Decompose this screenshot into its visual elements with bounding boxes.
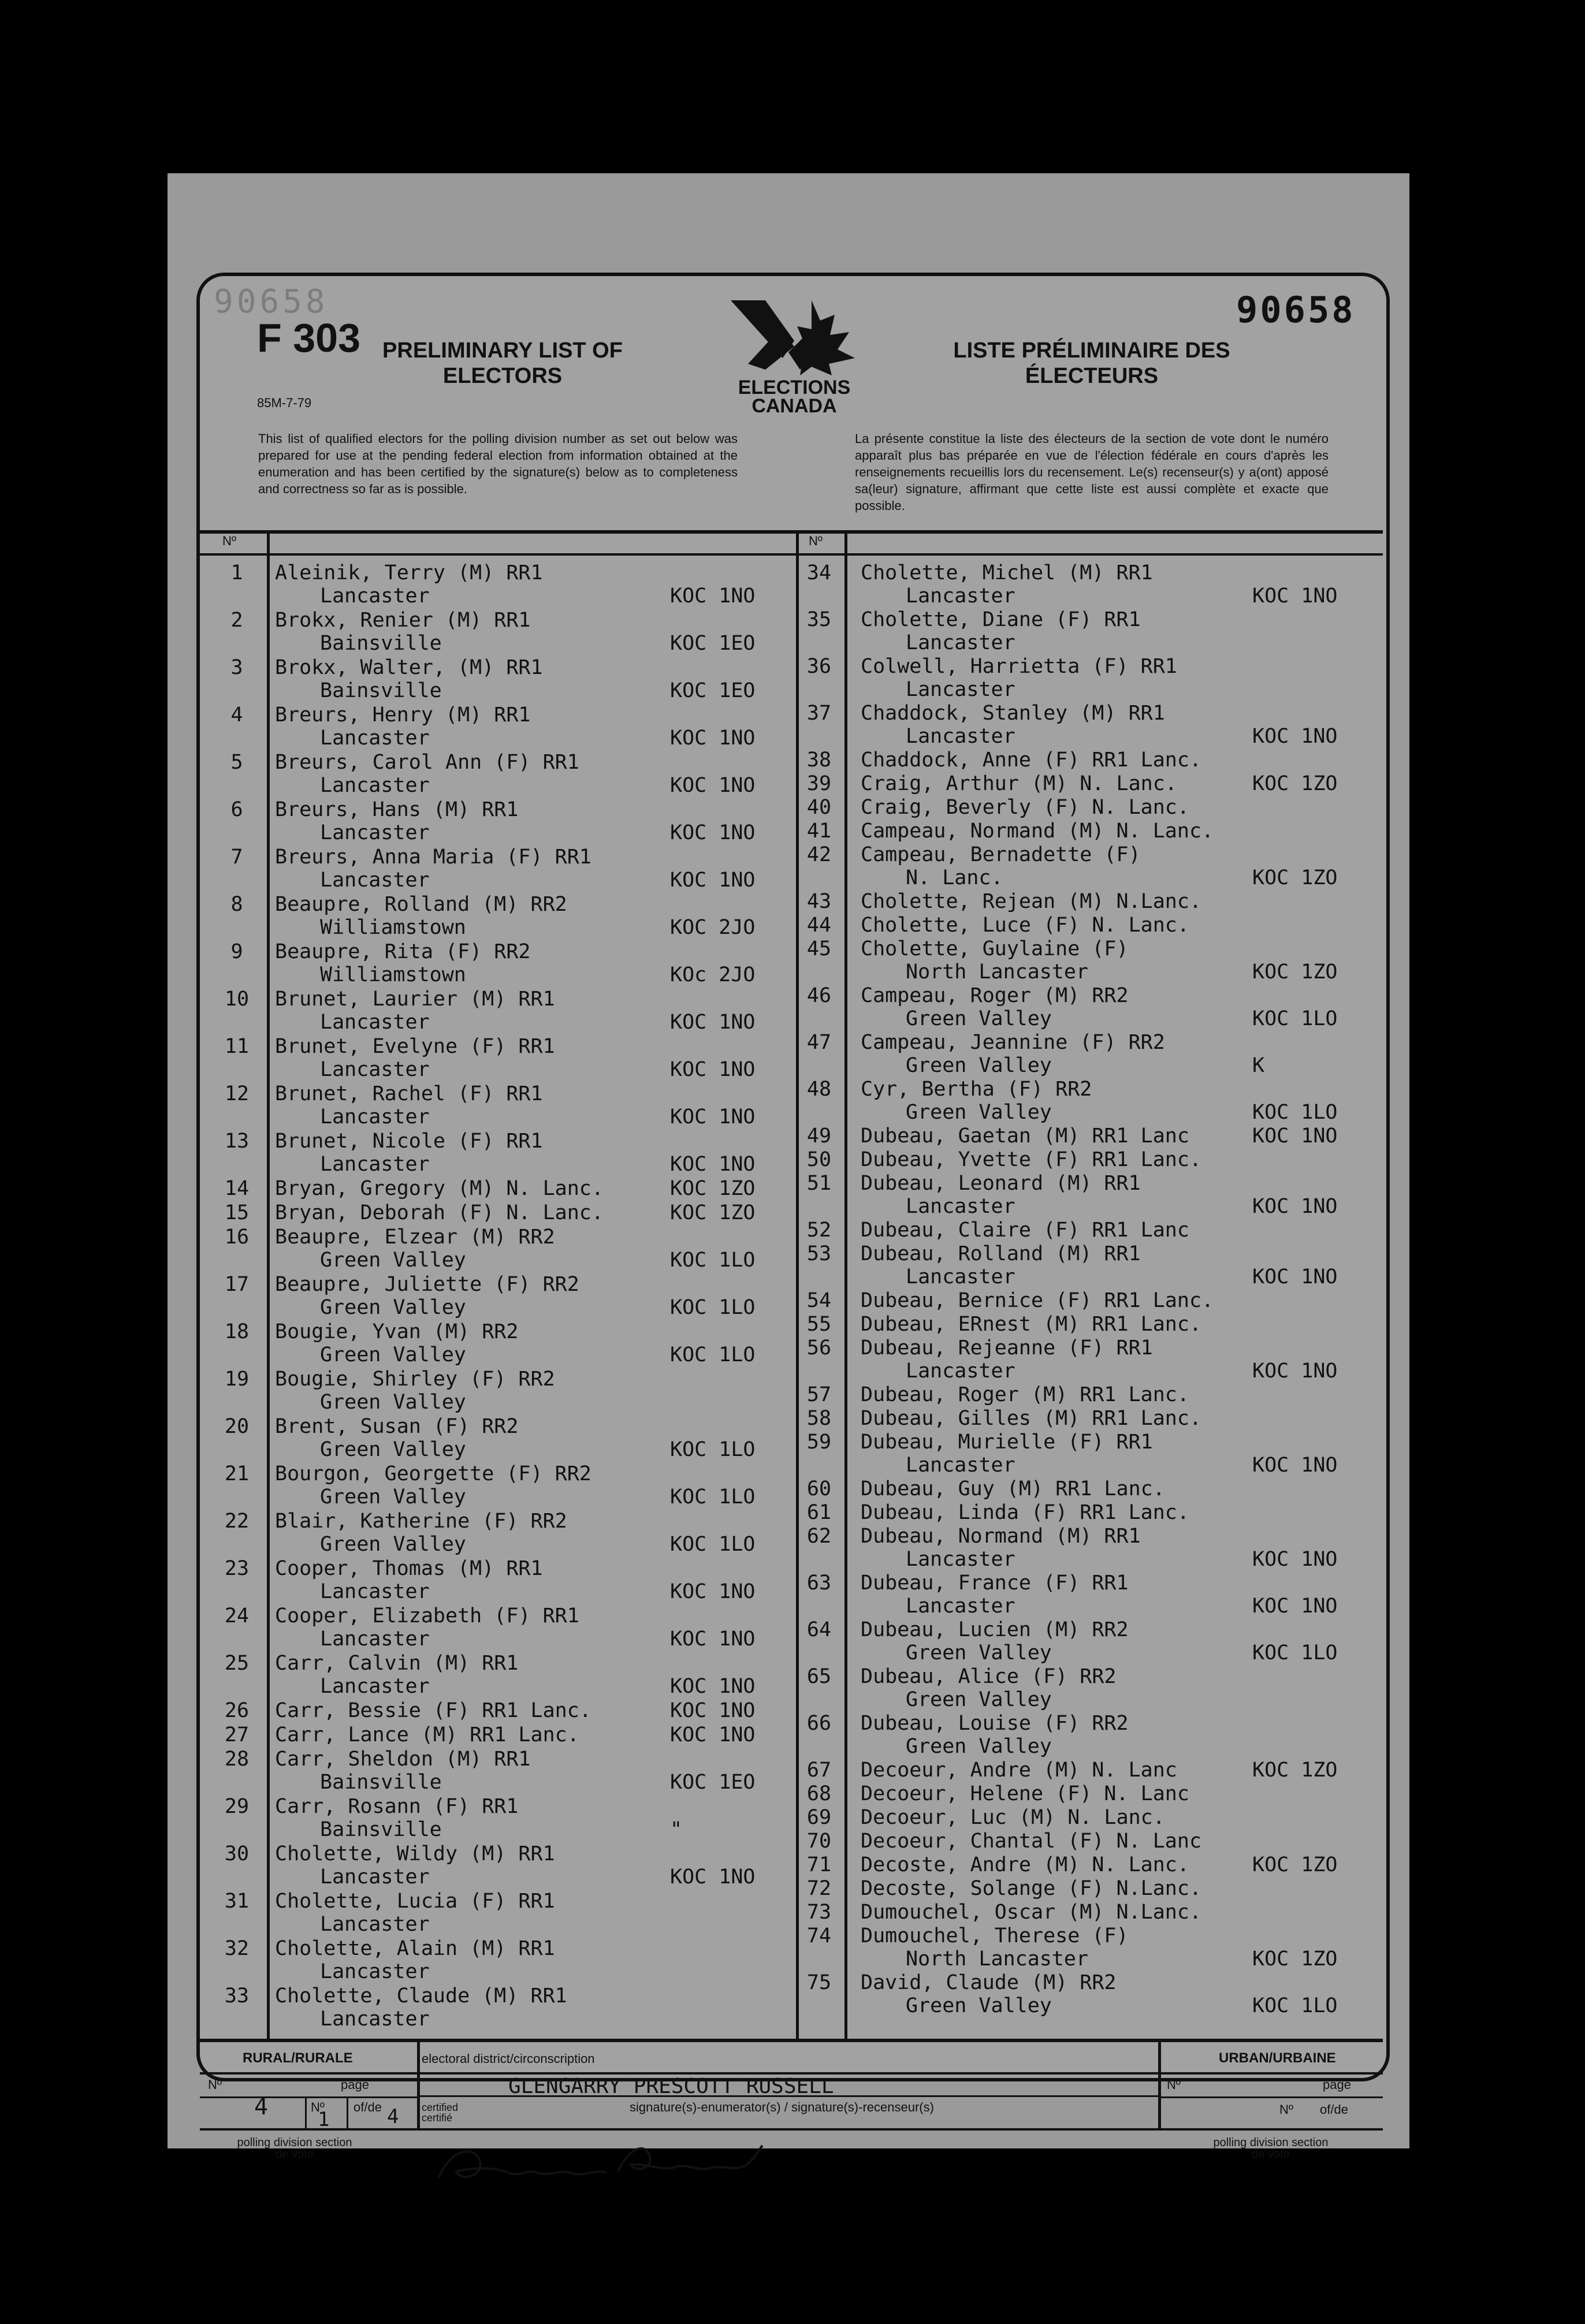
elector-locality: Lancaster	[320, 1105, 430, 1129]
footer-divider-rural	[417, 2042, 420, 2128]
elector-locality: Bainsville	[320, 632, 442, 655]
elector-locality: Lancaster	[906, 1595, 1015, 1618]
elector-locality: North Lancaster	[906, 960, 1089, 984]
elector-number: 65	[806, 1665, 832, 1688]
postal-code: KOC 1LO	[670, 1343, 756, 1366]
elector-number: 10	[224, 988, 250, 1011]
postal-code: KOC 1NO	[670, 1058, 756, 1081]
postal-code: KOC 1NO	[1252, 1124, 1338, 1148]
elector-number: 11	[224, 1035, 250, 1058]
elector-number: 21	[224, 1462, 250, 1485]
urban-of-label: of/de	[1320, 2102, 1348, 2117]
elector-name: Brent, Susan (F) RR2	[275, 1415, 519, 1438]
postal-code: KOC 1NO	[1252, 584, 1338, 608]
elector-name: Brunet, Nicole (F) RR1	[275, 1130, 543, 1153]
elector-number: 67	[806, 1759, 832, 1782]
district-label: electoral district/circonscription	[422, 2051, 595, 2066]
elector-locality: Lancaster	[320, 1960, 430, 1983]
elector-name: Brunet, Rachel (F) RR1	[275, 1082, 543, 1105]
elector-name: Breurs, Anna Maria (F) RR1	[275, 846, 591, 869]
elector-locality: Green Valley	[906, 1007, 1052, 1030]
elector-locality: Bainsville	[320, 1818, 442, 1841]
col-no-left: Nº	[222, 534, 236, 548]
elector-name: Dubeau, ERnest (M) RR1 Lanc.	[861, 1313, 1202, 1336]
elector-name: Decoste, Andre (M) N. Lanc.	[861, 1853, 1189, 1876]
elector-number: 33	[224, 1984, 250, 2008]
elector-locality: Green Valley	[320, 1249, 466, 1272]
elector-name: Campeau, Bernadette (F)	[861, 843, 1141, 866]
elector-name: Chaddock, Stanley (M) RR1	[861, 702, 1165, 725]
elector-name: Cholette, Lucia (F) RR1	[275, 1890, 555, 1913]
footer-bottom-rule	[200, 2128, 1383, 2131]
elector-name: Dubeau, Murielle (F) RR1	[861, 1431, 1153, 1454]
elector-number: 7	[230, 846, 243, 869]
postal-code: KOC 1ZO	[1252, 772, 1338, 795]
elector-number: 15	[224, 1201, 250, 1224]
elector-name: Decoeur, Luc (M) N. Lanc.	[861, 1806, 1165, 1829]
elector-name: Dubeau, Bernice (F) RR1 Lanc.	[861, 1289, 1214, 1312]
elector-name: Bryan, Gregory (M) N. Lanc.	[275, 1177, 604, 1200]
urban-page-label: page	[1323, 2077, 1351, 2092]
elector-name: Decoeur, Chantal (F) N. Lanc	[861, 1830, 1202, 1853]
postal-code: KOC 1EO	[670, 1771, 756, 1794]
elector-name: Beaupre, Rolland (M) RR2	[275, 893, 567, 916]
elector-locality: Williamstown	[320, 963, 466, 986]
elector-number: 69	[806, 1806, 832, 1829]
elector-name: Aleinik, Terry (M) RR1	[275, 561, 543, 584]
postal-code: "	[670, 1818, 683, 1841]
elector-number: 61	[806, 1501, 832, 1524]
elector-number: 39	[806, 772, 832, 795]
elector-locality: Lancaster	[320, 727, 430, 750]
elector-locality: N. Lanc.	[906, 866, 1003, 889]
rural-label: RURAL/RURALE	[243, 2050, 353, 2066]
elector-number: 2	[230, 609, 243, 632]
elector-name: Dubeau, Leonard (M) RR1	[861, 1172, 1141, 1195]
elector-number: 66	[806, 1712, 832, 1735]
elector-name: Craig, Arthur (M) N. Lanc.	[861, 772, 1177, 795]
elector-locality: Green Valley	[320, 1391, 466, 1414]
elector-locality: Lancaster	[906, 1454, 1015, 1477]
elector-locality: Lancaster	[906, 725, 1015, 748]
elector-locality: Green Valley	[906, 1641, 1052, 1664]
elector-number: 57	[806, 1383, 832, 1406]
elector-locality: Lancaster	[320, 1153, 430, 1176]
postal-code: KOC 1NO	[1252, 1454, 1338, 1477]
urban-no-label: Nº	[1167, 2077, 1181, 2092]
elector-name: Beaupre, Juliette (F) RR2	[275, 1273, 579, 1296]
elector-name: Dubeau, Linda (F) RR1 Lanc.	[861, 1501, 1189, 1524]
postal-code: KOC 1NO	[670, 1105, 756, 1129]
rural-no-label: Nº	[208, 2077, 222, 2092]
elector-locality: Green Valley	[906, 1994, 1052, 2017]
elector-number: 62	[806, 1525, 832, 1548]
elector-number: 38	[806, 748, 832, 772]
elector-locality: Bainsville	[320, 679, 442, 702]
rural-of-label: of/de	[354, 2100, 382, 2114]
elector-name: Brunet, Evelyne (F) RR1	[275, 1035, 555, 1058]
elector-number: 37	[806, 702, 832, 725]
postal-code: KOC 1NO	[670, 1627, 756, 1651]
postal-code: KOC 1ZO	[1252, 1759, 1338, 1782]
elector-number: 12	[224, 1082, 250, 1105]
certified-label: certified certifié	[422, 2102, 459, 2124]
elector-name: Decoeur, Andre (M) N. Lanc	[861, 1759, 1177, 1782]
postal-code: KOC 1ZO	[1252, 866, 1338, 889]
postal-code: KOC 1ZO	[670, 1177, 756, 1200]
elector-number: 5	[230, 751, 243, 774]
elector-number: 73	[806, 1901, 832, 1924]
elector-number: 13	[224, 1130, 250, 1153]
elector-name: Dubeau, Yvette (F) RR1 Lanc.	[861, 1148, 1202, 1171]
faded-stamp: 90658	[214, 283, 329, 321]
elector-locality: Green Valley	[906, 1101, 1052, 1124]
elector-number: 26	[224, 1699, 250, 1722]
footer-divider-urban	[1158, 2042, 1161, 2128]
elector-number: 8	[230, 893, 243, 916]
footer-divider-of	[347, 2096, 348, 2128]
postal-code: KOC 1NO	[670, 1723, 756, 1746]
elector-locality: Williamstown	[320, 916, 466, 939]
elector-name: Campeau, Roger (M) RR2	[861, 984, 1129, 1007]
elector-number: 59	[806, 1431, 832, 1454]
elector-number: 28	[224, 1748, 250, 1771]
postal-code: KOC 1LO	[670, 1438, 756, 1461]
elector-locality: Green Valley	[906, 1735, 1052, 1758]
intro-text-english: This list of qualified electors for the polling division number as set out below was prepared for use at the pending federal election from information obtained at the enumeration and has been certified by the signature(s) below as to completeness and correctness so far as is possible.	[258, 431, 738, 496]
elector-number: 35	[806, 608, 832, 631]
elector-number: 23	[224, 1557, 250, 1580]
postal-code: KOC 1LO	[670, 1533, 756, 1556]
elector-name: Bourgon, Georgette (F) RR2	[275, 1462, 591, 1485]
postal-code: KOC 1NO	[1252, 1595, 1338, 1618]
elector-locality: Lancaster	[320, 584, 430, 608]
elector-name: Blair, Katherine (F) RR2	[275, 1510, 567, 1533]
logo-text-en: ELECTIONS	[738, 377, 851, 398]
elector-name: Carr, Sheldon (M) RR1	[275, 1748, 531, 1771]
elector-locality: Lancaster	[320, 1865, 430, 1889]
elector-name: Dubeau, Louise (F) RR2	[861, 1712, 1129, 1735]
elector-locality: Lancaster	[320, 1627, 430, 1651]
postal-code: KOC 1NO	[670, 869, 756, 892]
postal-code: KOC 1ZO	[1252, 960, 1338, 984]
elector-number: 49	[806, 1124, 832, 1148]
elector-name: Dubeau, Alice (F) RR2	[861, 1665, 1117, 1688]
elector-name: Chaddock, Anne (F) RR1 Lanc.	[861, 748, 1202, 772]
rural-page-no-label: Nº	[311, 2100, 325, 2114]
elector-locality: Lancaster	[906, 678, 1015, 701]
urban-page-no-label: Nº	[1279, 2102, 1293, 2117]
elector-number: 31	[224, 1890, 250, 1913]
elector-number: 22	[224, 1510, 250, 1533]
elector-name: Cholette, Diane (F) RR1	[861, 608, 1141, 631]
polling-division-label-rural: polling division section de vote	[237, 2136, 352, 2161]
postal-code: KOC 1NO	[670, 774, 756, 797]
elector-locality: Bainsville	[320, 1771, 442, 1794]
elector-number: 68	[806, 1782, 832, 1805]
elector-number: 56	[806, 1336, 832, 1360]
elector-name: Beaupre, Elzear (M) RR2	[275, 1226, 555, 1249]
elector-name: Cyr, Bertha (F) RR2	[861, 1078, 1092, 1101]
postal-code: KOC 1NO	[670, 1580, 756, 1603]
elector-locality: Lancaster	[320, 1011, 430, 1034]
postal-code: KOC 1NO	[1252, 1265, 1338, 1288]
elector-number: 43	[806, 890, 832, 913]
postal-code: KOC 1NO	[1252, 725, 1338, 748]
elector-name: Craig, Beverly (F) N. Lanc.	[861, 796, 1189, 819]
elector-number: 29	[224, 1795, 250, 1818]
elector-name: Brunet, Laurier (M) RR1	[275, 988, 555, 1011]
signature-label: signature(s)-enumerator(s) / signature(s)-recenseur(s)	[630, 2100, 934, 2114]
elector-number: 54	[806, 1289, 832, 1312]
elector-name: Dubeau, Normand (M) RR1	[861, 1525, 1141, 1548]
elector-name: Cholette, Rejean (M) N.Lanc.	[861, 890, 1202, 913]
elector-name: Dumouchel, Oscar (M) N.Lanc.	[861, 1901, 1202, 1924]
elector-number: 70	[806, 1830, 832, 1853]
elector-locality: Lancaster	[320, 774, 430, 797]
elector-name: Dumouchel, Therese (F)	[861, 1924, 1129, 1947]
elector-name: Bryan, Deborah (F) N. Lanc.	[275, 1201, 604, 1224]
polling-division-label-urban: polling division section de vote	[1213, 2136, 1329, 2161]
elector-name: Dubeau, Lucien (M) RR2	[861, 1618, 1129, 1641]
document-number: 90658	[1236, 289, 1356, 331]
postal-code: KOC 1NO	[670, 727, 756, 750]
elector-number: 41	[806, 820, 832, 843]
intro-text-french: La présente constitue la liste des électeurs de la section de vote dont le numéro apparaît plus bas préparée en vue de l'élection fédérale en cours d'après les renseignements recueillis lors du recensement. Le(s) recenseur(s) y a(ont) apposé sa(leur) signature, affirmant que cette liste est aussi complète et exacte que possible.	[855, 431, 1329, 513]
postal-code: KOC 1NO	[670, 1699, 756, 1722]
postal-code: KOC 1ZO	[1252, 1947, 1338, 1971]
elector-number: 4	[230, 703, 243, 727]
postal-code: KOC 1NO	[1252, 1360, 1338, 1383]
elector-number: 71	[806, 1853, 832, 1876]
postal-code: KOc 2JO	[670, 963, 756, 986]
elector-locality: Lancaster	[320, 1675, 430, 1698]
postal-code: KOC 1NO	[670, 584, 756, 608]
page-number: 1	[318, 2108, 330, 2131]
elector-name: Cooper, Thomas (M) RR1	[275, 1557, 543, 1580]
elector-number: 36	[806, 655, 832, 678]
elector-name: Decoste, Solange (F) N.Lanc.	[861, 1877, 1202, 1900]
elector-name: Carr, Rosann (F) RR1	[275, 1795, 519, 1818]
elector-name: Carr, Calvin (M) RR1	[275, 1652, 519, 1675]
postal-code: KOC 2JO	[670, 916, 756, 939]
postal-code: KOC 1EO	[670, 679, 756, 702]
elector-number: 3	[230, 656, 243, 679]
postal-code: KOC 1NO	[670, 1675, 756, 1698]
elector-name: Bougie, Yvan (M) RR2	[275, 1320, 519, 1343]
footer-divider-page	[305, 2096, 307, 2128]
elector-name: Dubeau, Guy (M) RR1 Lanc.	[861, 1477, 1165, 1500]
urban-label: URBAN/URBAINE	[1219, 2050, 1336, 2066]
form-code: 85M-7-79	[257, 396, 312, 410]
elector-number: 20	[224, 1415, 250, 1438]
postal-code: KOC 1NO	[1252, 1195, 1338, 1218]
elector-locality: Green Valley	[906, 1054, 1052, 1077]
elector-name: Dubeau, Claire (F) RR1 Lanc	[861, 1219, 1189, 1242]
elector-number: 44	[806, 914, 832, 937]
postal-code: KOC 1LO	[1252, 1641, 1338, 1664]
elector-locality: Lancaster	[906, 1548, 1015, 1571]
elector-locality: Lancaster	[320, 1058, 430, 1081]
elector-number: 30	[224, 1842, 250, 1865]
rural-page-label: page	[341, 2077, 369, 2092]
postal-code: KOC 1LO	[1252, 1007, 1338, 1030]
elector-number: 40	[806, 796, 832, 819]
footer-urban-rule	[1158, 2096, 1383, 2098]
elector-name: Breurs, Henry (M) RR1	[275, 703, 531, 727]
elector-number: 6	[230, 798, 243, 821]
elector-number: 45	[806, 937, 832, 960]
postal-code: KOC 1ZO	[1252, 1853, 1338, 1876]
elector-number: 51	[806, 1172, 832, 1195]
elector-name: Decoeur, Helene (F) N. Lanc	[861, 1782, 1189, 1805]
elector-name: Cholette, Wildy (M) RR1	[275, 1842, 555, 1865]
elector-name: Cooper, Elizabeth (F) RR1	[275, 1604, 579, 1627]
elector-number: 19	[224, 1368, 250, 1391]
elector-number: 64	[806, 1618, 832, 1641]
elector-locality: Green Valley	[320, 1533, 466, 1556]
col-no-right: Nº	[809, 534, 823, 548]
elector-locality: Lancaster	[906, 631, 1015, 654]
table-header-rule	[200, 553, 1383, 556]
elector-number: 14	[224, 1177, 250, 1200]
elector-number: 9	[230, 940, 243, 963]
elector-number: 27	[224, 1723, 250, 1746]
postal-code: KOC 1EO	[670, 632, 756, 655]
elector-number: 47	[806, 1031, 832, 1054]
postal-code: KOC 1LO	[670, 1249, 756, 1272]
elector-number: 74	[806, 1924, 832, 1947]
elector-name: Bougie, Shirley (F) RR2	[275, 1368, 555, 1391]
elector-locality: Lancaster	[906, 1265, 1015, 1288]
elector-name: Dubeau, Rolland (M) RR1	[861, 1242, 1141, 1265]
postal-code: KOC 1NO	[670, 1011, 756, 1034]
elector-number: 58	[806, 1407, 832, 1430]
page-total: 4	[387, 2105, 399, 2128]
elector-number: 60	[806, 1477, 832, 1500]
title-english: PRELIMINARY LIST OF ELECTORS	[382, 338, 623, 388]
elector-locality: North Lancaster	[906, 1947, 1089, 1971]
postal-code: KOC 1NO	[1252, 1548, 1338, 1571]
postal-code: KOC 1LO	[670, 1485, 756, 1509]
elector-locality: Green Valley	[320, 1485, 466, 1509]
elector-name: Dubeau, Gaetan (M) RR1 Lanc	[861, 1124, 1189, 1148]
elector-locality: Lancaster	[906, 1360, 1015, 1383]
elector-name: Cholette, Alain (M) RR1	[275, 1937, 555, 1960]
table-top-rule	[200, 530, 1383, 534]
elector-name: David, Claude (M) RR2	[861, 1971, 1117, 1994]
elector-number: 50	[806, 1148, 832, 1171]
elector-name: Carr, Bessie (F) RR1 Lanc.	[275, 1699, 591, 1722]
elector-number: 32	[224, 1937, 250, 1960]
elector-name: Dubeau, Roger (M) RR1 Lanc.	[861, 1383, 1189, 1406]
elector-number: 25	[224, 1652, 250, 1675]
elector-name: Dubeau, Gilles (M) RR1 Lanc.	[861, 1407, 1202, 1430]
postal-code: KOC 1NO	[670, 1153, 756, 1176]
elector-locality: Lancaster	[320, 1580, 430, 1603]
postal-code: KOC 1NO	[670, 1865, 756, 1889]
elector-locality: Lancaster	[906, 584, 1015, 608]
logo-text-fr: CANADA	[751, 395, 837, 416]
postal-code: KOC 1NO	[670, 821, 756, 844]
elector-name: Colwell, Harrietta (F) RR1	[861, 655, 1177, 678]
elector-locality: Green Valley	[906, 1688, 1052, 1711]
elector-number: 52	[806, 1219, 832, 1242]
elector-locality: Lancaster	[320, 1913, 430, 1936]
elector-name: Breurs, Carol Ann (F) RR1	[275, 751, 579, 774]
elector-name: Brokx, Renier (M) RR1	[275, 609, 531, 632]
elector-number: 34	[806, 561, 832, 584]
district-value: GLENGARRY PRESCOTT RUSSELL	[508, 2075, 834, 2098]
elector-name: Dubeau, Rejeanne (F) RR1	[861, 1336, 1153, 1360]
postal-code: KOC 1ZO	[670, 1201, 756, 1224]
polling-division-number: 4	[254, 2094, 269, 2120]
elector-name: Campeau, Normand (M) N. Lanc.	[861, 820, 1214, 843]
postal-code: KOC 1LO	[1252, 1101, 1338, 1124]
elector-locality: Lancaster	[320, 869, 430, 892]
elector-number: 16	[224, 1226, 250, 1249]
elector-number: 18	[224, 1320, 250, 1343]
postal-code: KOC 1LO	[1252, 1994, 1338, 2017]
elector-number: 53	[806, 1242, 832, 1265]
postal-code: K	[1252, 1054, 1265, 1077]
elector-number: 75	[806, 1971, 832, 1994]
footer-rural-rule	[200, 2096, 417, 2098]
elector-name: Beaupre, Rita (F) RR2	[275, 940, 531, 963]
elector-locality: Green Valley	[320, 1343, 466, 1366]
elector-number: 72	[806, 1877, 832, 1900]
form-number: F 303	[257, 315, 360, 360]
elector-name: Cholette, Luce (F) N. Lanc.	[861, 914, 1189, 937]
elector-number: 17	[224, 1273, 250, 1296]
elector-number: 46	[806, 984, 832, 1007]
enumerator-signature	[427, 2137, 786, 2189]
elector-number: 48	[806, 1078, 832, 1101]
elector-number: 1	[230, 561, 243, 584]
elector-name: Breurs, Hans (M) RR1	[275, 798, 519, 821]
elector-name: Dubeau, France (F) RR1	[861, 1571, 1129, 1595]
elector-number: 63	[806, 1571, 832, 1595]
elector-name: Cholette, Guylaine (F)	[861, 937, 1129, 960]
elector-locality: Lancaster	[320, 2008, 430, 2031]
elections-canada-logo	[725, 295, 864, 416]
elector-name: Cholette, Michel (M) RR1	[861, 561, 1153, 584]
elector-number: 24	[224, 1604, 250, 1627]
elector-number: 42	[806, 843, 832, 866]
elector-name: Brokx, Walter, (M) RR1	[275, 656, 543, 679]
elector-name: Carr, Lance (M) RR1 Lanc.	[275, 1723, 579, 1746]
elector-name: Cholette, Claude (M) RR1	[275, 1984, 567, 2008]
elector-name: Campeau, Jeannine (F) RR2	[861, 1031, 1165, 1054]
elector-locality: Green Valley	[320, 1296, 466, 1319]
elector-locality: Green Valley	[320, 1438, 466, 1461]
elector-locality: Lancaster	[906, 1195, 1015, 1218]
elector-locality: Lancaster	[320, 821, 430, 844]
elector-number: 55	[806, 1313, 832, 1336]
title-french: LISTE PRÉLIMINAIRE DES ÉLECTEURS	[953, 338, 1230, 388]
table-bottom-rule	[200, 2039, 1383, 2042]
postal-code: KOC 1LO	[670, 1296, 756, 1319]
